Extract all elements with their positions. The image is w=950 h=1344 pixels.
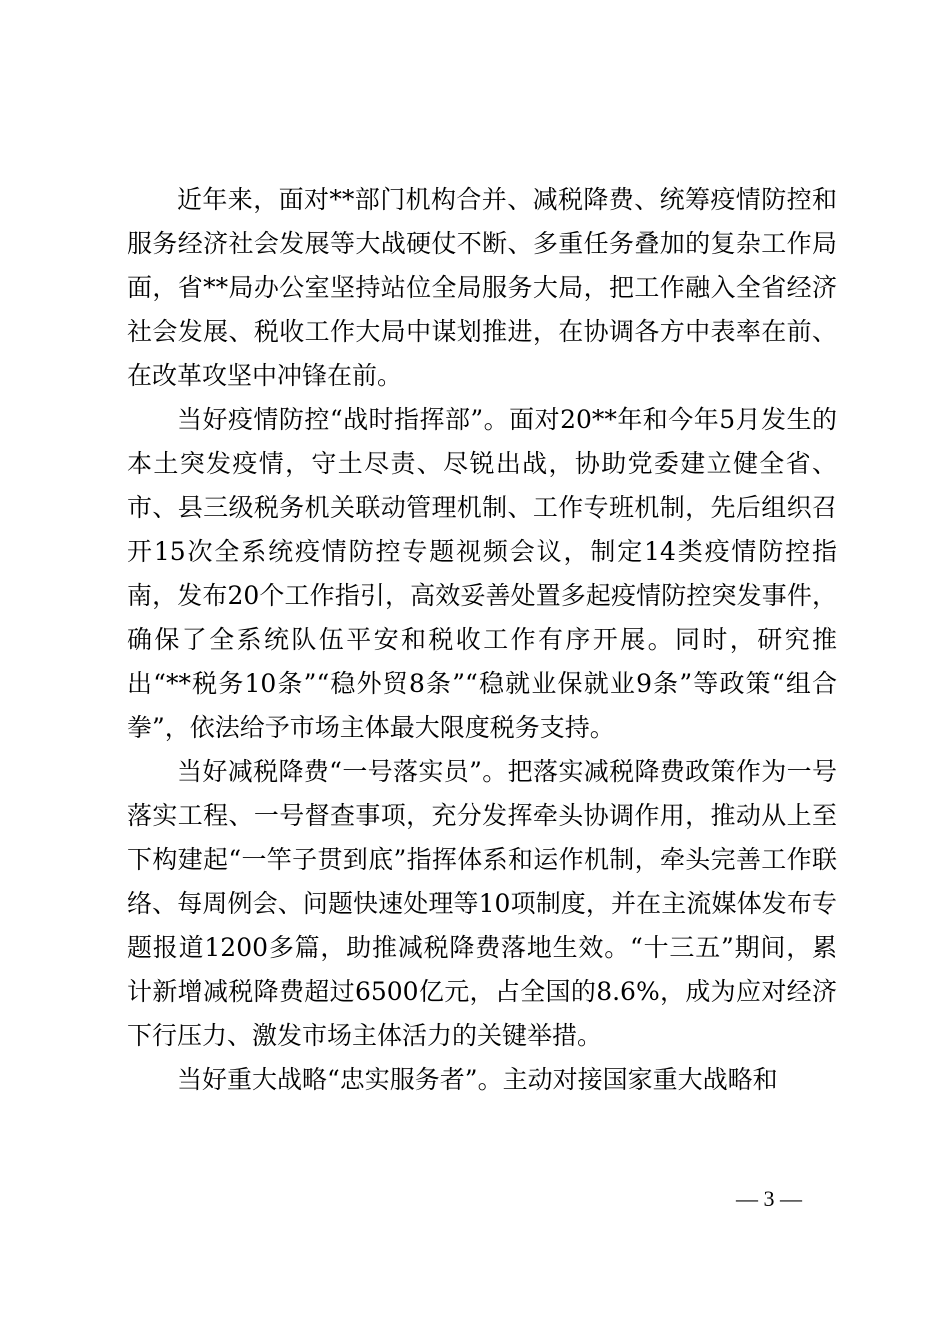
page-number: — 3 —: [736, 1186, 802, 1211]
paragraph-intro: 近年来，面对**部门机构合并、减税降费、统筹疫情防控和服务经济社会发展等大战硬仗不断、多重任务叠加的复杂工作局面，省**局办公室坚持站位全局服务大局，把工作融入全省经济社会发展、税收工作大局中谋划推进，在协调各方中表率在前、在改革攻坚中冲锋在前。: [127, 185, 837, 390]
paragraph-tax-reduction: 当好减税降费“一号落实员”。把落实减税降费政策作为一号落实工程、一号督查事项，充分发挥牵头协调作用，推动从上至下构建起“一竿子贯到底”指挥体系和运作机制，牵头完善工作联络、每周例会、问题快速处理等10项制度，并在主流媒体发布专题报道1200多篇，助推减税降费落地生效。“十三五”期间，累计新增减税降费超过6500亿元，占全国的8.6%，成为应对经济下行压力、激发市场主体活力的关键举措。: [127, 757, 837, 1050]
paragraph-epidemic-command: 当好疫情防控“战时指挥部”。面对20**年和今年5月发生的本土突发疫情，守土尽责、尽锐出战，协助党委建立健全省、市、县三级税务机关联动管理机制、工作专班机制，先后组织召开15次全系统疫情防控专题视频会议，制定14类疫情防控指南，发布20个工作指引，高效妥善处置多起疫情防控突发事件，确保了全系统队伍平安和税收工作有序开展。同时，研究推出“**税务10条”“稳外贸8条”“稳就业保就业9条”等政策“组合拳”，依法给予市场主体最大限度税务支持。: [127, 405, 837, 742]
document-body: [127, 178, 837, 1102]
paragraph-major-strategy: 当好重大战略“忠实服务者”。主动对接国家重大战略和: [177, 1065, 778, 1094]
